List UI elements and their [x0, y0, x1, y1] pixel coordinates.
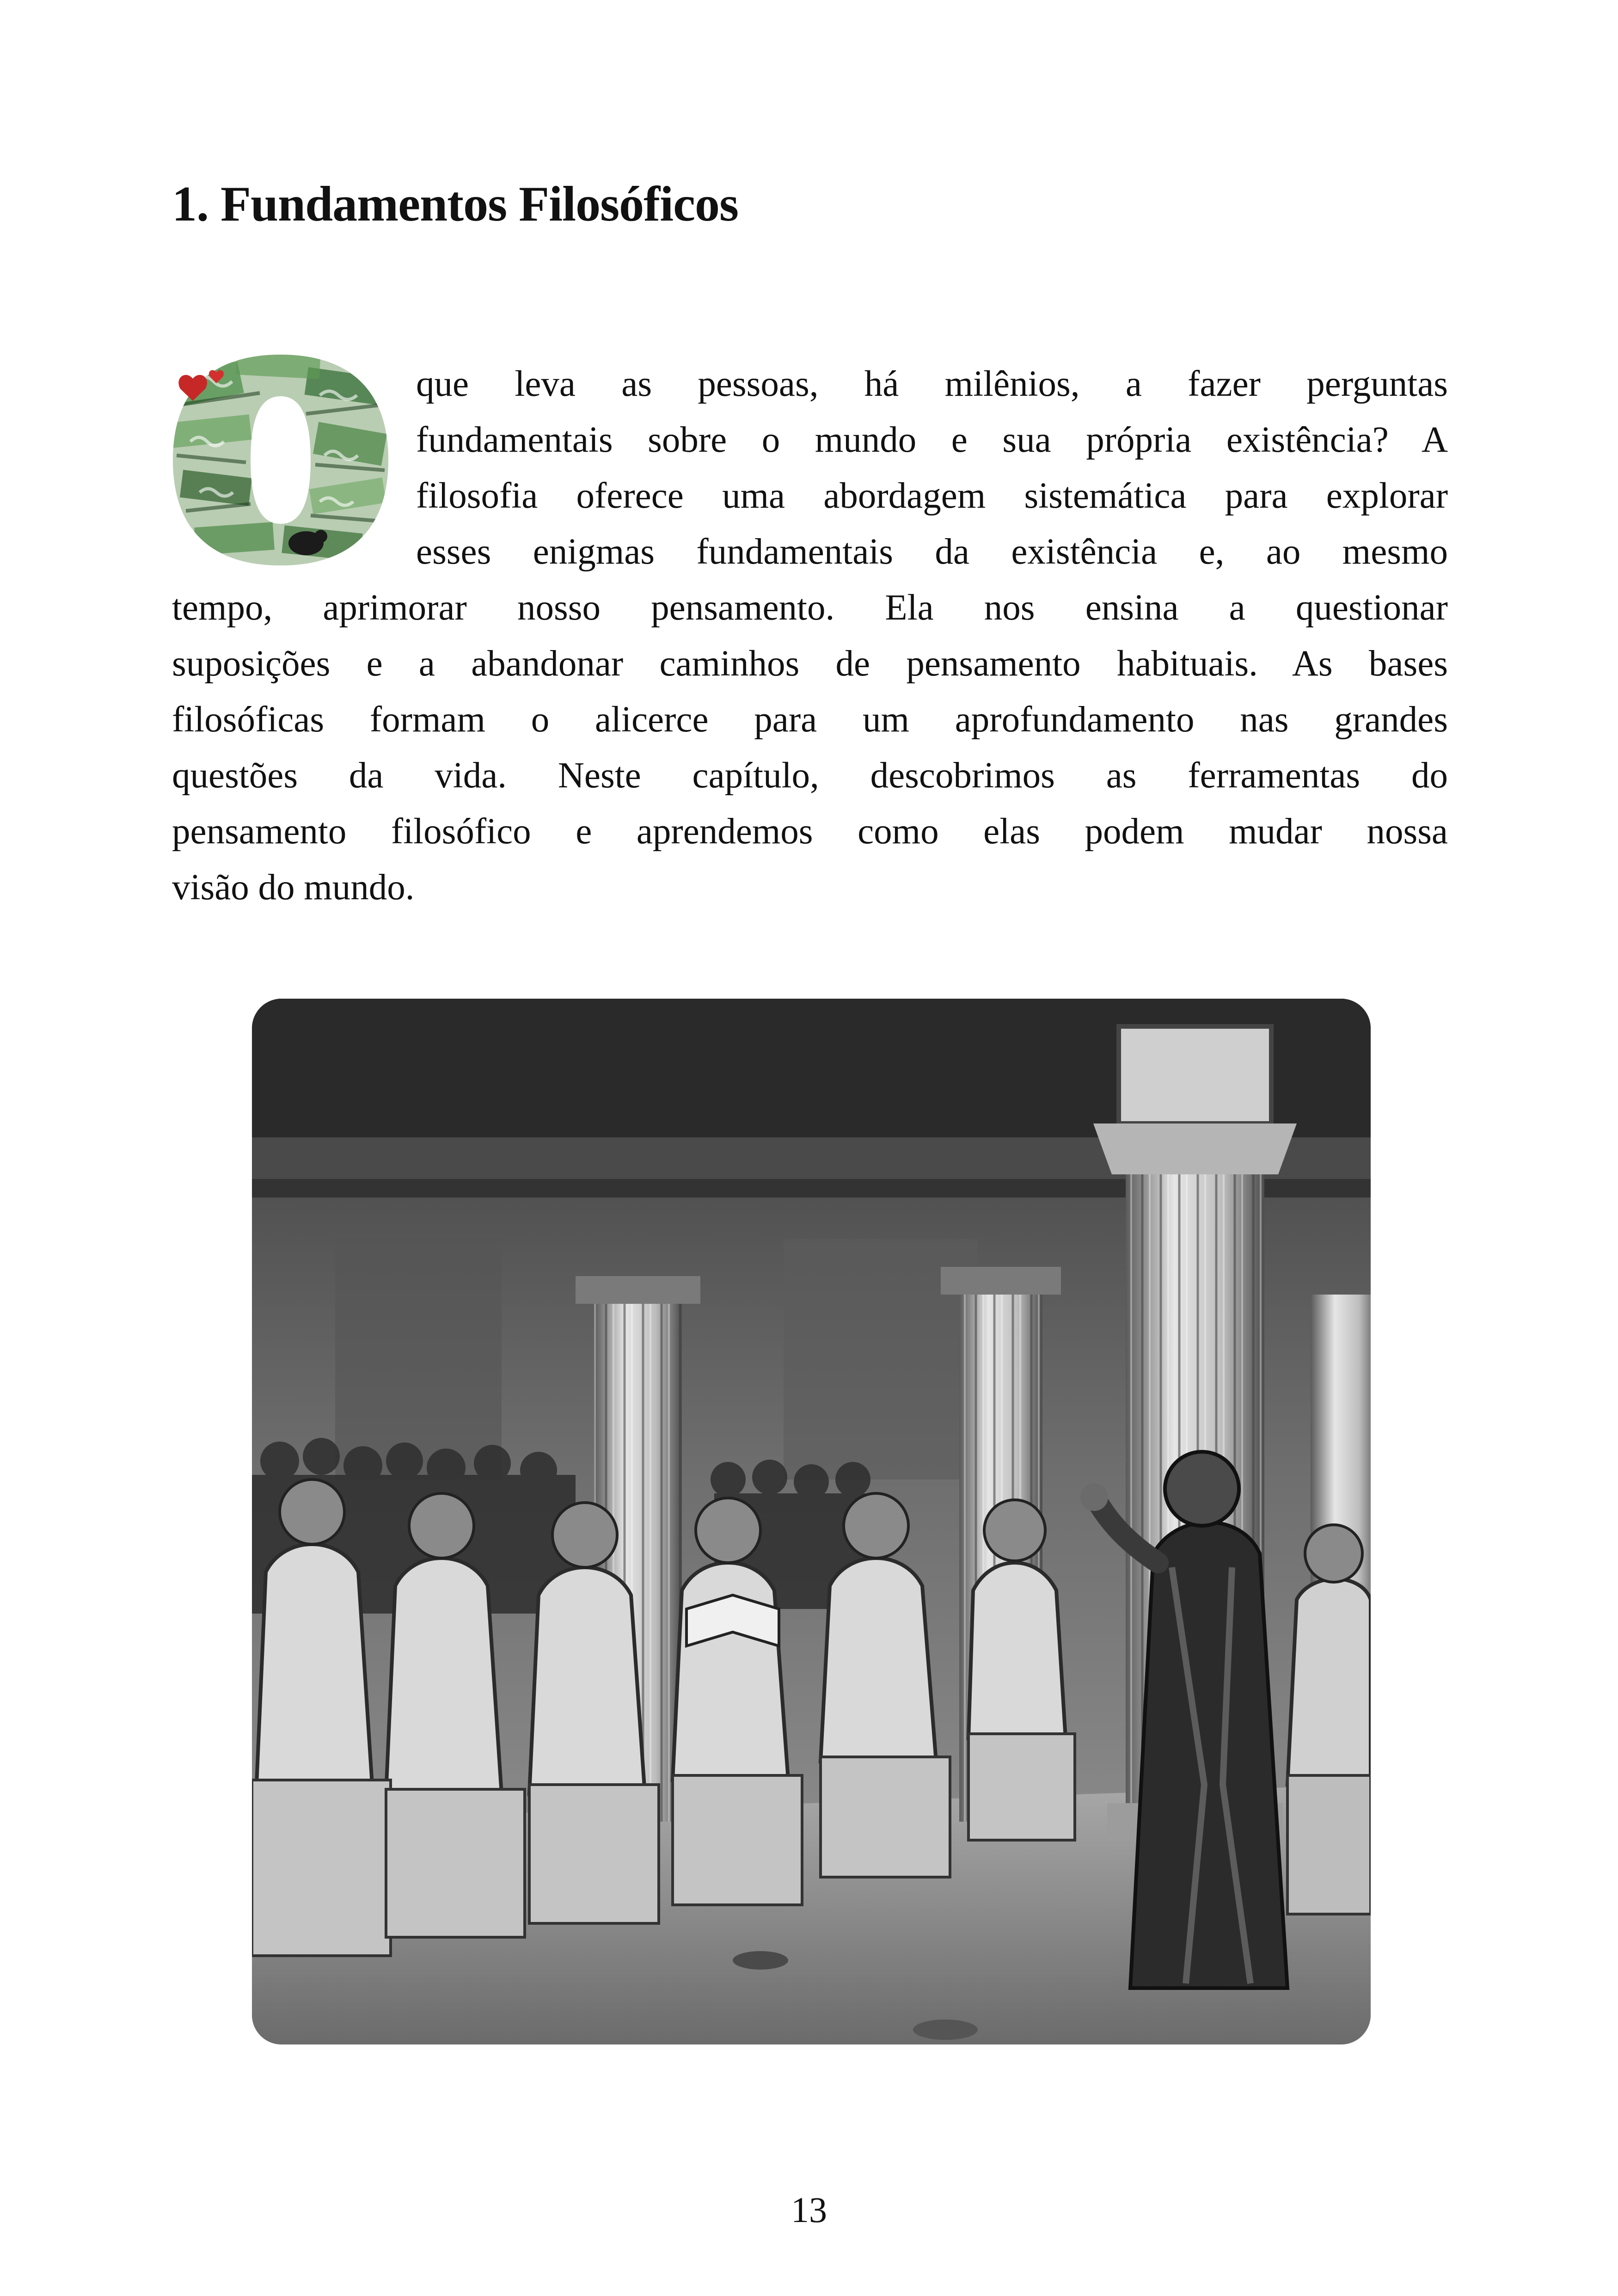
intro-line: suposições e a abandonar caminhos de pensamento habituais. As bases [172, 644, 1448, 684]
chapter-title: 1. Fundamentos Filosóficos [172, 177, 739, 232]
intro-line: filosóficas formam o alicerce para um aprofundamento nas grandes [172, 700, 1448, 740]
intro-line: fundamentais sobre o mundo e sua própria existência? A [416, 420, 1448, 460]
page-number: 13 [791, 2190, 827, 2230]
intro-paragraph [172, 356, 1448, 915]
intro-line: visão do mundo. [172, 867, 415, 908]
intro-line: filosofia oferece uma abordagem sistemática para explorar [416, 476, 1448, 516]
intro-line: pensamento filosófico e aprendemos como elas podem mudar nossa [172, 811, 1448, 852]
intro-line: esses enigmas fundamentais da existência e, ao mesmo [416, 532, 1448, 572]
intro-line: tempo, aprimorar nosso pensamento. Ela nos ensina a questionar [172, 588, 1448, 628]
intro-line: questões da vida. Neste capítulo, descobrimos as ferramentas do [172, 755, 1448, 796]
intro-line: que leva as pessoas, há milênios, a fazer perguntas [416, 364, 1448, 404]
philosophers-engraving-image [252, 999, 1371, 2044]
